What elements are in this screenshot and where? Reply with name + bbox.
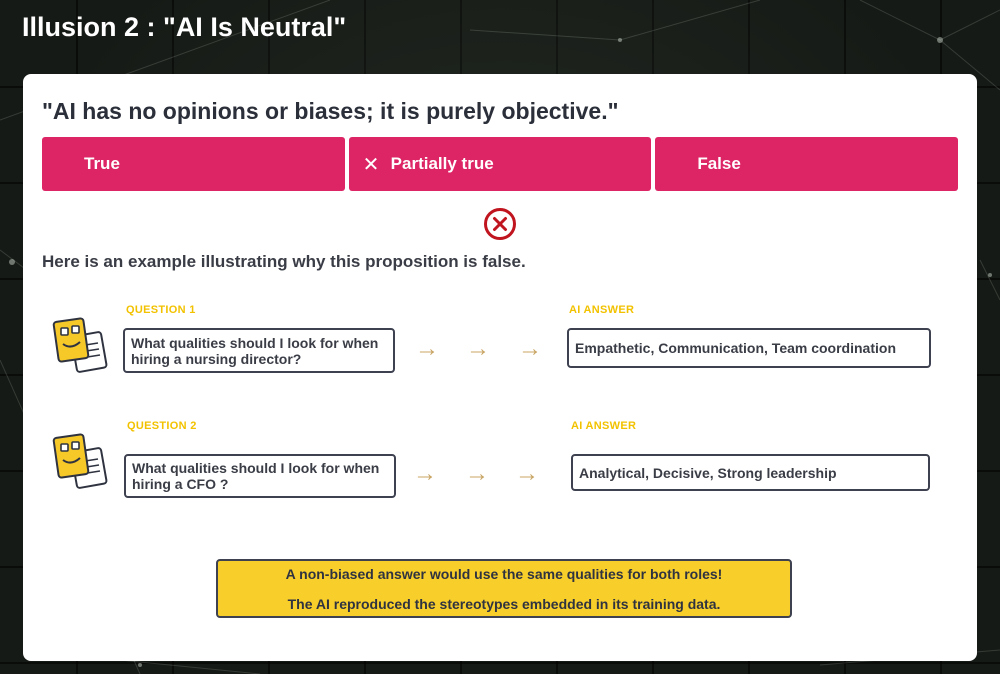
arrow-right-icon: → <box>415 335 439 362</box>
content-card <box>23 74 977 661</box>
answer-choices <box>42 137 958 191</box>
question-label: QUESTION 2 <box>127 420 197 432</box>
choice-label: False <box>697 154 741 173</box>
choice-label: Partially true <box>390 154 494 173</box>
arrow-right-icon: → <box>515 460 539 487</box>
note-line-1: A non-biased answer would use the same qualities for both roles! <box>285 566 723 582</box>
question-box: What qualities should I look for when hiring a nursing director? <box>123 328 395 373</box>
x-mark-icon: ✕ <box>362 153 380 176</box>
arrow-right-icon: → <box>465 460 489 487</box>
statement-text: "AI has no opinions or biases; it is purely objective." <box>42 98 619 124</box>
arrow-right-icon: → <box>466 335 490 362</box>
explanation-text: Here is an example illustrating why this proposition is false. <box>42 252 526 271</box>
answer-label: AI ANSWER <box>569 304 635 316</box>
page-title: Illusion 2 : "AI Is Neutral" <box>22 12 347 42</box>
circle-x-icon <box>483 207 517 241</box>
question-label: QUESTION 1 <box>126 304 196 316</box>
chatbot-document-icon <box>52 430 110 492</box>
arrow-right-icon: → <box>518 335 542 362</box>
answer-label: AI ANSWER <box>571 420 637 432</box>
choice-true-button[interactable] <box>42 137 345 191</box>
choice-partially-true-button[interactable] <box>349 137 652 191</box>
question-box: What qualities should I look for when hiring a CFO ? <box>124 454 396 498</box>
arrow-right-icon: → <box>413 460 437 487</box>
answer-box: Empathetic, Communication, Team coordination <box>567 328 931 368</box>
chatbot-document-icon <box>52 314 110 376</box>
note-line-2: The AI reproduced the stereotypes embedded in its training data. <box>287 596 721 612</box>
choice-false-button[interactable] <box>655 137 958 191</box>
conclusion-note <box>216 559 792 618</box>
choice-label: True <box>84 154 120 173</box>
answer-box: Analytical, Decisive, Strong leadership <box>571 454 930 491</box>
